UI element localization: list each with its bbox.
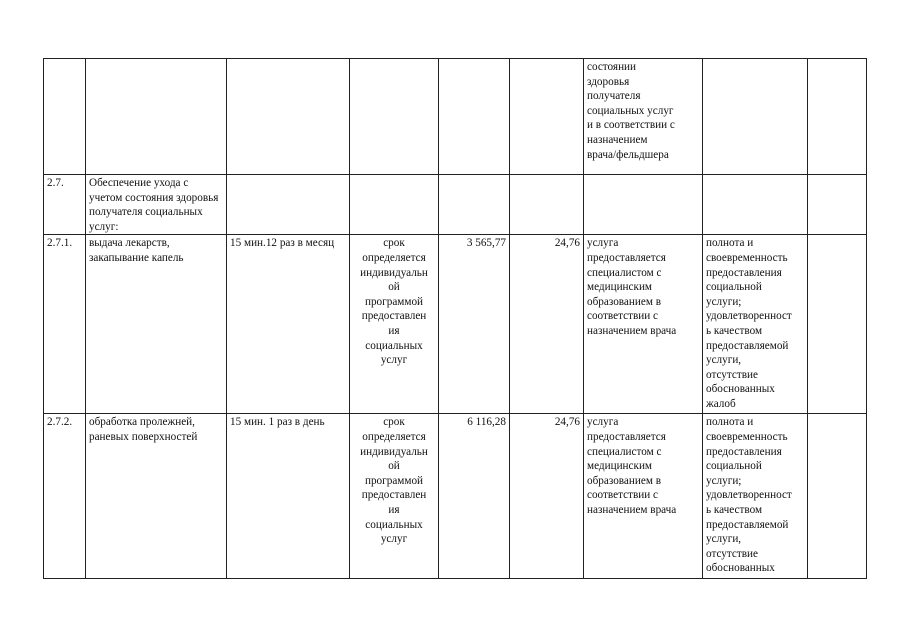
cell-extra <box>808 235 867 414</box>
table-row-continuation <box>44 59 867 175</box>
cell-price <box>510 175 584 235</box>
cell-norm <box>227 59 350 175</box>
cell-number <box>44 59 86 175</box>
cell-number: 2.7. <box>44 175 86 235</box>
cell-name: обработка пролежней, раневых поверхностей <box>86 414 227 579</box>
cell-conditions: услуга предоставляется специалистом с медицинским образованием в соответствии с назначением врача <box>584 414 703 579</box>
cell-norm: 15 мин.12 раз в месяц <box>227 235 350 414</box>
table-row <box>44 414 867 579</box>
cell-name: Обеспечение ухода с учетом состояния здоровья получателя социальных услуг: <box>86 175 227 235</box>
cell-conditions: состоянии здоровья получателя социальных услуг и в соответствии с назначением врача/фельдшера <box>584 59 703 175</box>
cell-term: срок определяется индивидуальн ой программой предоставлен ия социальных услуг <box>350 235 439 414</box>
cell-extra <box>808 175 867 235</box>
table-row-section <box>44 175 867 235</box>
cell-conditions: услуга предоставляется специалистом с медицинским образованием в соответствии с назначением врача <box>584 235 703 414</box>
cell-price <box>510 59 584 175</box>
cell-term <box>350 59 439 175</box>
cell-price: 24,76 <box>510 235 584 414</box>
cell-name <box>86 59 227 175</box>
cell-tariff <box>439 59 510 175</box>
cell-term: срок определяется индивидуальн ой программой предоставлен ия социальных услуг <box>350 414 439 579</box>
table-row <box>44 235 867 414</box>
cell-quality <box>703 59 808 175</box>
cell-term <box>350 175 439 235</box>
cell-quality: полнота и своевременность предоставления социальной услуги; удовлетворенност ь качеством предоставляемой услуги, отсутствие обоснованных жалоб <box>703 235 808 414</box>
services-table <box>43 58 867 579</box>
cell-quality: полнота и своевременность предоставления социальной услуги; удовлетворенност ь качеством предоставляемой услуги, отсутствие обоснованных <box>703 414 808 579</box>
cell-tariff: 3 565,77 <box>439 235 510 414</box>
cell-conditions <box>584 175 703 235</box>
cell-price: 24,76 <box>510 414 584 579</box>
cell-tariff <box>439 175 510 235</box>
cell-number: 2.7.2. <box>44 414 86 579</box>
cell-extra <box>808 59 867 175</box>
cell-tariff: 6 116,28 <box>439 414 510 579</box>
cell-norm: 15 мин. 1 раз в день <box>227 414 350 579</box>
cell-norm <box>227 175 350 235</box>
cell-number: 2.7.1. <box>44 235 86 414</box>
cell-extra <box>808 414 867 579</box>
cell-quality <box>703 175 808 235</box>
cell-name: выдача лекарств, закапывание капель <box>86 235 227 414</box>
